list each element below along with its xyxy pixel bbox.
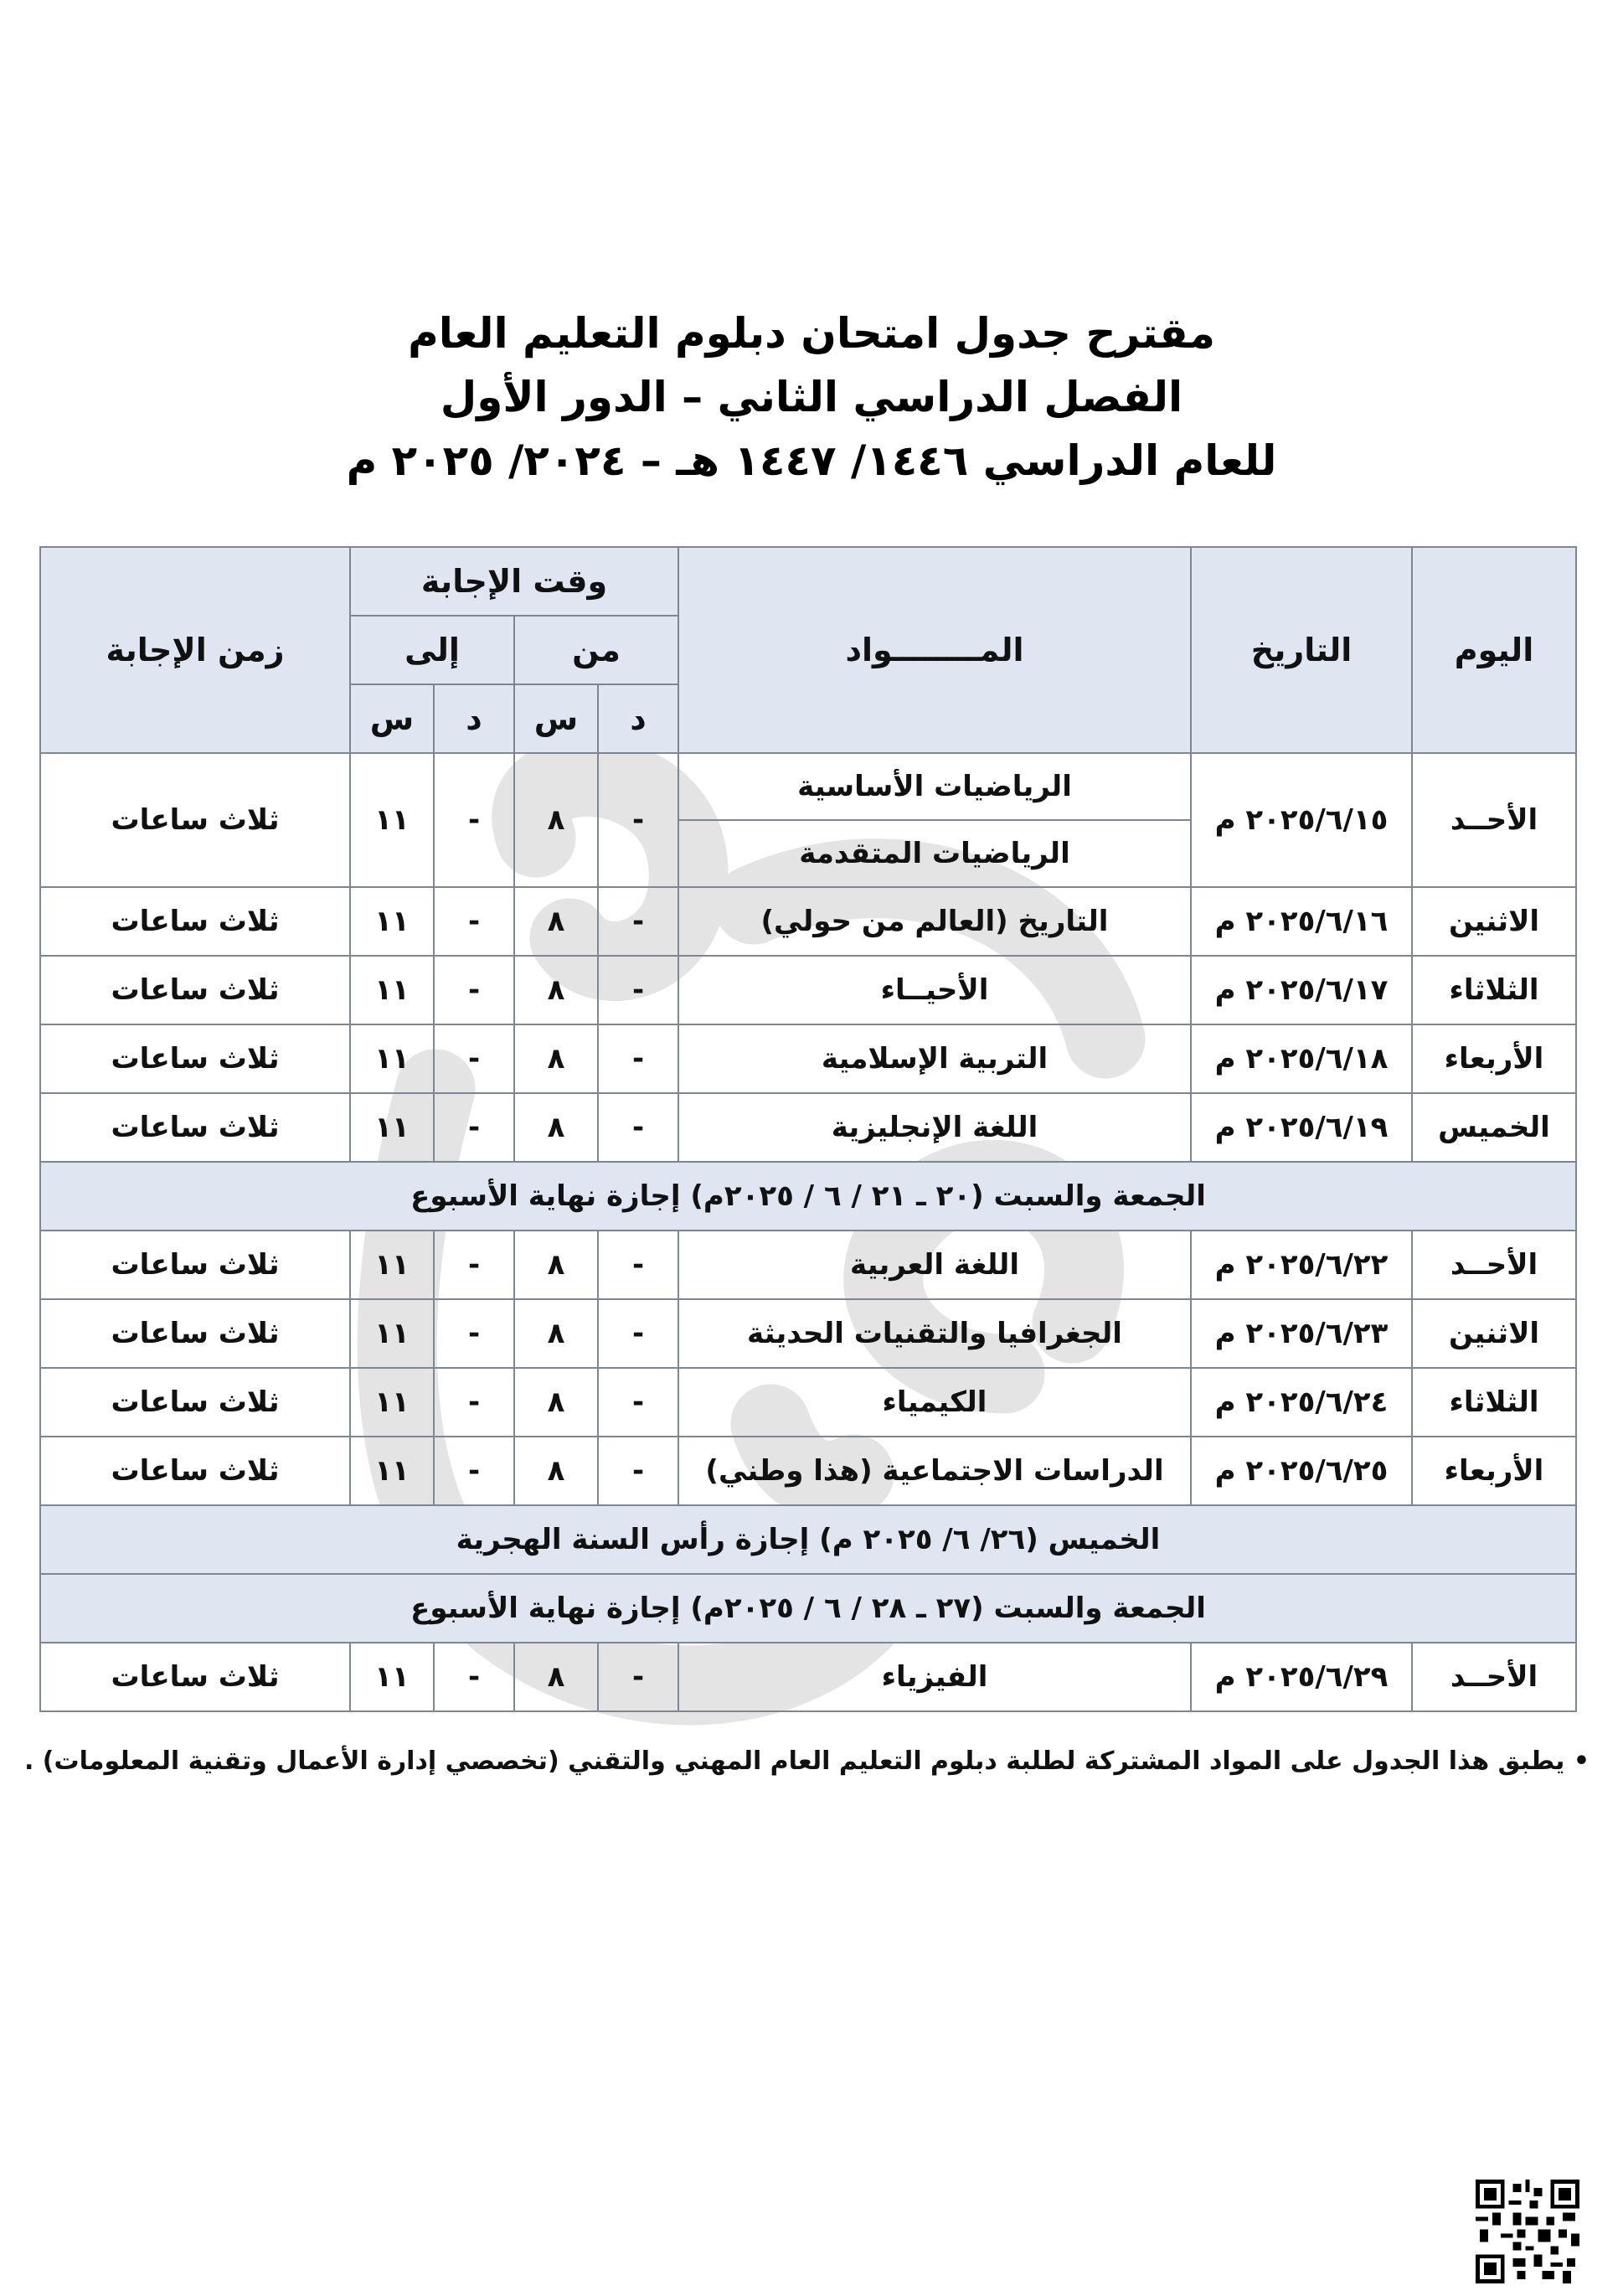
cell-from-hour: ٨ — [514, 1643, 598, 1711]
cell-from-hour: ٨ — [514, 753, 598, 887]
table-row — [40, 1299, 1576, 1368]
cell-day: الاثنين — [1412, 1299, 1576, 1368]
cell-day: الأحــد — [1412, 753, 1576, 887]
cell-from-hour: ٨ — [514, 1024, 598, 1093]
cell-day: الخميس — [1412, 1093, 1576, 1162]
cell-day: الاثنين — [1412, 887, 1576, 956]
header-answer-time: وقت الإجابة — [350, 547, 678, 616]
cell-date: ٢٠٢٥/٦/٢٣ م — [1191, 1299, 1412, 1368]
cell-subject: اللغة الإنجليزية — [678, 1093, 1191, 1162]
cell-from-minute: - — [598, 1024, 678, 1093]
cell-date: ٢٠٢٥/٦/٢٥ م — [1191, 1437, 1412, 1505]
cell-subject: التاريخ (العالم من حولي) — [678, 887, 1191, 956]
cell-subject: التربية الإسلامية — [678, 1024, 1191, 1093]
cell-to-hour: ١١ — [350, 956, 434, 1024]
cell-date: ٢٠٢٥/٦/١٨ م — [1191, 1024, 1412, 1093]
cell-duration: ثلاث ساعات — [40, 1231, 350, 1299]
cell-to-hour: ١١ — [350, 753, 434, 887]
weekend-banner — [40, 1574, 1576, 1643]
table-row — [40, 1643, 1576, 1711]
cell-subject: الأحيــاء — [678, 956, 1191, 1024]
cell-from-hour: ٨ — [514, 1437, 598, 1505]
cell-subject: الرياضيات الأساسية — [678, 753, 1191, 820]
header-from: من — [514, 616, 678, 684]
cell-subject: الفيزياء — [678, 1643, 1191, 1711]
hijri-holiday-banner-text: الخميس (٢٦/ ٦/ ٢٠٢٥ م) إجازة رأس السنة الهجرية — [40, 1505, 1576, 1574]
cell-to-hour: ١١ — [350, 1231, 434, 1299]
cell-date: ٢٠٢٥/٦/١٦ م — [1191, 887, 1412, 956]
cell-to-minute: - — [434, 1024, 514, 1093]
cell-subject: الجغرافيا والتقنيات الحديثة — [678, 1299, 1191, 1368]
cell-day: الثلاثاء — [1412, 956, 1576, 1024]
hijri-holiday-banner — [40, 1505, 1576, 1574]
footnote: • يطبق هذا الجدول على المواد المشتركة لطلبة دبلوم التعليم العام المهني والتقني (تخصصي إدارة الأعمال وتقنية المعلومات) . — [23, 1747, 1590, 1776]
cell-from-hour: ٨ — [514, 887, 598, 956]
table-row — [40, 1437, 1576, 1505]
cell-date: ٢٠٢٥/٦/٢٢ م — [1191, 1231, 1412, 1299]
header-duration: زمن الإجابة — [40, 547, 350, 753]
cell-day: الأحــد — [1412, 1643, 1576, 1711]
cell-duration: ثلاث ساعات — [40, 1093, 350, 1162]
cell-to-hour: ١١ — [350, 1024, 434, 1093]
cell-date: ٢٠٢٥/٦/٢٩ م — [1191, 1643, 1412, 1711]
table-row — [40, 1231, 1576, 1299]
cell-day: الأحــد — [1412, 1231, 1576, 1299]
header-from-minute: د — [598, 684, 678, 753]
cell-to-minute: - — [434, 1299, 514, 1368]
cell-to-hour: ١١ — [350, 1368, 434, 1437]
cell-from-minute: - — [598, 1368, 678, 1437]
table-row — [40, 1368, 1576, 1437]
cell-duration: ثلاث ساعات — [40, 887, 350, 956]
cell-to-hour: ١١ — [350, 1643, 434, 1711]
cell-to-hour: ١١ — [350, 887, 434, 956]
header-to-hour: س — [350, 684, 434, 753]
cell-from-minute: - — [598, 1231, 678, 1299]
exam-schedule-table — [39, 546, 1577, 1712]
cell-date: ٢٠٢٥/٦/١٥ م — [1191, 753, 1412, 887]
weekend-banner-text: الجمعة والسبت (٢٠ ـ ٢١ / ٦ / ٢٠٢٥م) إجازة نهاية الأسبوع — [40, 1162, 1576, 1231]
cell-duration: ثلاث ساعات — [40, 1024, 350, 1093]
cell-subject: الدراسات الاجتماعية (هذا وطني) — [678, 1437, 1191, 1505]
cell-to-minute: - — [434, 887, 514, 956]
table-row — [40, 887, 1576, 956]
cell-duration: ثلاث ساعات — [40, 753, 350, 887]
title-line-3: للعام الدراسي ١٤٤٦/ ١٤٤٧ هـ – ٢٠٢٤/ ٢٠٢٥ م — [346, 436, 1277, 485]
cell-duration: ثلاث ساعات — [40, 1368, 350, 1437]
cell-from-hour: ٨ — [514, 1368, 598, 1437]
cell-to-hour: ١١ — [350, 1437, 434, 1505]
cell-date: ٢٠٢٥/٦/١٧ م — [1191, 956, 1412, 1024]
cell-to-hour: ١١ — [350, 1093, 434, 1162]
cell-to-minute: - — [434, 1643, 514, 1711]
header-date: التاريخ — [1191, 547, 1412, 753]
cell-day: الأربعاء — [1412, 1024, 1576, 1093]
cell-subject: اللغة العربية — [678, 1231, 1191, 1299]
cell-to-minute: - — [434, 753, 514, 887]
header-from-hour: س — [514, 684, 598, 753]
table-row — [40, 1024, 1576, 1093]
cell-subject: الرياضيات المتقدمة — [678, 820, 1191, 887]
document-title — [0, 302, 1623, 493]
cell-from-hour: ٨ — [514, 1299, 598, 1368]
title-line-2: الفصل الدراسي الثاني – الدور الأول — [440, 373, 1183, 421]
cell-duration: ثلاث ساعات — [40, 1643, 350, 1711]
header-to-minute: د — [434, 684, 514, 753]
cell-to-hour: ١١ — [350, 1299, 434, 1368]
weekend-banner-text: الجمعة والسبت (٢٧ ـ ٢٨ / ٦ / ٢٠٢٥م) إجازة نهاية الأسبوع — [40, 1574, 1576, 1643]
cell-date: ٢٠٢٥/٦/٢٤ م — [1191, 1368, 1412, 1437]
cell-day: الثلاثاء — [1412, 1368, 1576, 1437]
qr-code-icon — [1476, 2180, 1579, 2283]
table-row — [40, 956, 1576, 1024]
cell-duration: ثلاث ساعات — [40, 956, 350, 1024]
cell-to-minute: - — [434, 1368, 514, 1437]
cell-from-minute: - — [598, 1437, 678, 1505]
cell-from-hour: ٨ — [514, 956, 598, 1024]
cell-from-minute: - — [598, 753, 678, 887]
table-row — [40, 753, 1576, 820]
cell-from-minute: - — [598, 887, 678, 956]
cell-from-minute: - — [598, 1299, 678, 1368]
cell-subject: الكيمياء — [678, 1368, 1191, 1437]
header-to: إلى — [350, 616, 514, 684]
cell-from-hour: ٨ — [514, 1231, 598, 1299]
cell-to-minute: - — [434, 1093, 514, 1162]
cell-day: الأربعاء — [1412, 1437, 1576, 1505]
title-line-1: مقترح جدول امتحان دبلوم التعليم العام — [408, 309, 1215, 358]
cell-from-hour: ٨ — [514, 1093, 598, 1162]
cell-from-minute: - — [598, 956, 678, 1024]
header-day: اليوم — [1412, 547, 1576, 753]
cell-to-minute: - — [434, 956, 514, 1024]
cell-duration: ثلاث ساعات — [40, 1299, 350, 1368]
cell-from-minute: - — [598, 1093, 678, 1162]
cell-date: ٢٠٢٥/٦/١٩ م — [1191, 1093, 1412, 1162]
cell-duration: ثلاث ساعات — [40, 1437, 350, 1505]
cell-to-minute: - — [434, 1231, 514, 1299]
cell-from-minute: - — [598, 1643, 678, 1711]
table-row — [40, 1093, 1576, 1162]
cell-to-minute: - — [434, 1437, 514, 1505]
weekend-banner — [40, 1162, 1576, 1231]
header-subjects: المــــــــواد — [678, 547, 1191, 753]
